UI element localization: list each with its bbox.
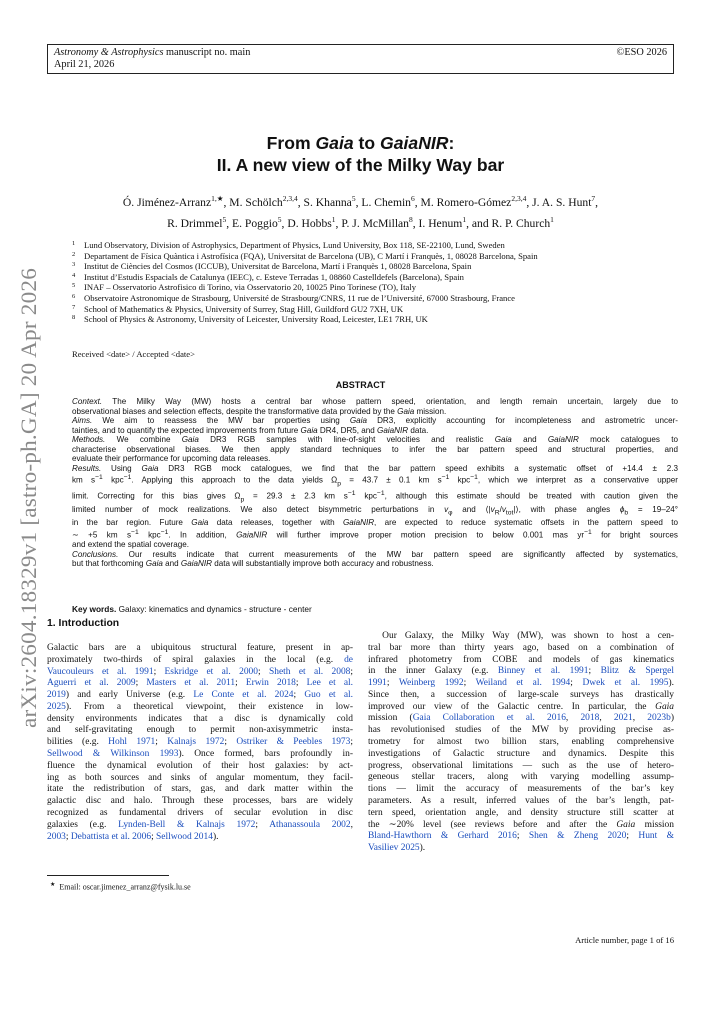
text-line: 2019) and early Universe (e.g. Le Conte et al. 2024; Guo et al. <box>47 690 353 701</box>
manuscript-header <box>47 44 674 74</box>
affiliation-text: School of Mathematics & Physics, University of Surrey, Stag Hill, Guildford GU2 7XH, UK <box>84 303 404 314</box>
text-line: infrared photometry from COBE and models of gas kinematics <box>368 654 674 665</box>
author-affiliation-mark: 7 <box>591 194 596 203</box>
author-affiliation-mark: 2,3,4 <box>282 194 298 203</box>
text-line: ing as both sources and sinks of angular momentum, they facil- <box>47 772 353 783</box>
footnote-mark: ★ <box>50 882 56 888</box>
author-affiliation-mark: 8 <box>408 214 413 224</box>
citation-link[interactable]: 2023b <box>647 713 671 724</box>
keywords-text: Galaxy: kinematics and dynamics - structure - center <box>118 604 312 614</box>
title-part: : <box>448 133 455 153</box>
text-line: 2025). From a theoretical viewpoint, their existence in low- <box>47 701 353 712</box>
citation-link[interactable]: Aguerri et al. 2009 <box>47 678 136 689</box>
citation-link[interactable]: 2021 <box>613 713 633 724</box>
intro-column-left <box>47 643 353 843</box>
affiliation-number: 5 <box>72 282 76 290</box>
paper-title-line1 <box>0 133 721 154</box>
title-gaianir: GaiaNIR <box>380 133 449 153</box>
abstract-line: in the bar region. Future Gaia data releases, together with GaiaNIR, are expected to reduce systematic offsets in the pattern speed to <box>72 518 678 528</box>
citation-link[interactable]: Athanassoula 2002 <box>269 819 351 830</box>
affiliation-number: 2 <box>72 250 76 258</box>
journal-name: Astronomy & Astrophysics <box>54 47 164 58</box>
author-name: L. Chemin <box>361 195 411 209</box>
text-line: 2003; Debattista et al. 2006; Sellwood 2014). <box>47 831 219 842</box>
abstract-body <box>72 397 678 569</box>
abstract-line: characterise observational biases. We then apply standard techniques to infer the bar pattern speed and structural properties, and <box>72 444 678 454</box>
citation-link[interactable]: Kalnajs 1972 <box>167 737 225 748</box>
text-line: Since then, a succession of large-scale surveys has drastically <box>368 689 674 700</box>
text-line: itate the redistribution of stars, gas, and dark matter within the <box>47 784 353 795</box>
affiliation-item <box>72 282 682 293</box>
text-line: improved our view of the Galactic centre. In particular, the Gaia <box>368 701 674 712</box>
header-left <box>54 47 250 71</box>
arxiv-stamp-text: arXiv:2604.18329v1 [astro-ph.GA] 20 Apr 2026 <box>16 281 41 728</box>
citation-link[interactable]: Binney et al. 1991 <box>497 666 589 677</box>
author-affiliation-mark: 5 <box>351 194 356 203</box>
citation-link[interactable]: Shen & Zheng 2020 <box>528 831 627 842</box>
keywords-label: Key words. <box>72 604 117 614</box>
citation-link[interactable]: Vasiliev 2025 <box>368 843 420 854</box>
affiliation-text: Departament de Física Quàntica i Astrofísica (FQA), Universitat de Barcelona (UB), C Martí i Franquès, 1, 08028 Barcelona, Spain <box>84 250 538 261</box>
citation-link[interactable]: de <box>344 654 353 665</box>
author-affiliation-mark: 1,★ <box>211 194 224 203</box>
text-line: Vasiliev 2025). <box>368 843 426 854</box>
author-affiliation-mark: 2,3,4 <box>511 194 527 203</box>
text-line: parameters. As a result, inferred values of the bar’s length, pat- <box>368 795 674 806</box>
abstract-line: evaluate their performance for upcoming data releases. <box>72 454 271 464</box>
citation-link[interactable]: Weiland et al. 1994 <box>475 678 571 689</box>
text-line: Bland-Hawthorn & Gerhard 2016; Shen & Zheng 2020; Hunt & <box>368 831 675 842</box>
author-name: E. Poggio <box>232 216 278 230</box>
affiliation-text: School of Physics & Astronomy, University of Leicester, University Road, Leicester, LE1 7RH, UK <box>84 314 428 325</box>
received-accepted: Received <date> / Accepted <date> <box>72 349 195 359</box>
citation-link[interactable]: Gaia Collaboration et al. 2016 <box>412 713 566 724</box>
footnote-email: Email: oscar.jimenez_arranz@fysik.lu.se <box>59 882 191 892</box>
abstract-line: limited number of mock realizations. We also detect bisymmetric perturbations in $v_\varphi$ and $⟨|v_R/v_{tot}|⟩$, with phase angles $\phi_b = 19-24^\circ$ <box>72 505 678 517</box>
abstract-line: Aims. We aim to reassess the MW bar properties using Gaia DR3, explicitly accounting for incompleteness and astrometric uncer- <box>72 416 678 426</box>
text-line: Aguerri et al. 2009; Masters et al. 2011; Erwin 2018; Lee et al. <box>47 678 354 689</box>
affiliation-item <box>72 261 682 272</box>
author-name: Ó. Jiménez-Arranz <box>122 195 212 209</box>
footnote-rule <box>47 875 169 876</box>
paper-title-line2: II. A new view of the Milky Way bar <box>216 155 505 175</box>
text-line: density environments indicates that a disc is dynamically cold <box>47 713 353 724</box>
text-line: progress, observational limitations — such as the use of hetero- <box>368 760 674 771</box>
abstract-line: Conclusions. Our results indicate that current measurements of the MW bar pattern speed are significantly affected by systematics, <box>72 549 678 559</box>
affiliation-number: 6 <box>72 292 76 300</box>
abstract-line: Methods. We combine Gaia DR3 RGB samples with line-of-sight velocities and realistic Gaia and GaiaNIR mock catalogues to <box>72 435 678 445</box>
author-name: S. Khanna <box>303 195 352 209</box>
abstract-line: Context. The Milky Way (MW) hosts a central bar whose pattern speed, orientation, and length remain uncertain, largely due to <box>72 397 678 406</box>
affiliation-text: Institut de Ciències del Cosmos (ICCUB), Universitat de Barcelona, Martí i Franquès 1, 08028 Barcelona, Spain <box>84 261 472 272</box>
citation-link[interactable]: Lynden-Bell & Kalnajs 1972 <box>118 819 256 830</box>
title-part: From <box>266 133 316 153</box>
citation-link[interactable]: Debattista et al. 2006 <box>70 831 152 842</box>
affiliation-item <box>72 251 682 262</box>
author-name: D. Hobbs <box>287 216 332 230</box>
text-line: 1991; Weinberg 1992; Weiland et al. 1994; Dwek et al. 1995). <box>368 678 674 689</box>
intro-column-right <box>368 631 674 855</box>
author-name: R. Drimmel <box>167 216 223 230</box>
author-line-2: R. Drimmel$^5$, E. Poggio$^5$, D. Hobbs$^1$, P. J. McMillan$^8$, I. Henum$^1$, and R. P. Church$^1$ <box>167 214 554 230</box>
text-line: Vaucouleurs et al. 1991; Eskridge et al. 2000; Sheth et al. 2008; <box>47 666 354 677</box>
text-line: Our Galaxy, the Milky Way (MW), was shown to host a cen- <box>368 631 674 641</box>
author-name: M. Schölch <box>229 195 283 209</box>
affiliation-number: 8 <box>72 314 76 322</box>
page-number: Article number, page 1 of 16 <box>575 935 674 945</box>
title-gaia: Gaia <box>315 133 354 153</box>
citation-link[interactable]: Lee et al. <box>306 678 354 689</box>
text-line: trometry for almost two billion stars, enabling comprehensive <box>368 737 674 748</box>
citation-link[interactable]: 2018 <box>580 713 600 724</box>
author-name: P. J. McMillan <box>341 216 409 230</box>
citation-link[interactable]: Ostriker & Peebles 1973 <box>236 737 351 748</box>
text-line: has revolutionised studies of the MW by providing precise as- <box>368 725 674 736</box>
affiliation-item <box>72 304 682 315</box>
citation-link[interactable]: Hunt & <box>638 831 675 842</box>
author-affiliation-mark: 5 <box>222 214 227 224</box>
citation-link[interactable]: Weinberg 1992 <box>398 678 464 689</box>
citation-link[interactable]: Eskridge et al. 2000 <box>164 666 258 677</box>
abstract-line: observational biases and selection effects, despite the transformative data provided by the Gaia mission. <box>72 406 447 416</box>
citation-link[interactable]: Dwek et al. 1995 <box>582 678 669 689</box>
affiliation-text: Institut d’Estudis Espacials de Catalunya (IEEC), c. Esteve Terradas 1, 08860 Castelldefels (Barcelona), Spain <box>84 271 464 282</box>
author-name: and R. P. Church <box>471 216 551 230</box>
citation-link[interactable]: 1991 <box>368 678 387 689</box>
text-line: galactic disc and halo. Through these processes, bars are widely <box>47 796 353 807</box>
author-name: J. A. S. Hunt <box>532 195 592 209</box>
text-line: proximately two-thirds of spiral galaxies in the local (e.g. de <box>47 654 353 665</box>
citation-link[interactable]: Vaucouleurs et al. 1991 <box>47 666 154 677</box>
abstract-line: but that forthcoming Gaia and GaiaNIR data will substantially improve both accuracy and robustness. <box>72 559 434 569</box>
abstract-line: and extend the spatial coverage. <box>72 540 189 549</box>
text-line: galaxies (e.g. Lynden-Bell & Kalnajs 1972; Athanassoula 2002, <box>47 819 353 830</box>
author-affiliation-mark: 1 <box>462 214 467 224</box>
text-line: the ∼20% level (see reviews before and after the Gaia mission <box>368 819 674 830</box>
abstract-line: km $s^{-1}$ kpc$^{-1}$. Applying this approach to the data yields $\Omega_p = 43.7 \pm 0.1$ km $s^{-1}$ kpc$^{-1}$, which we interpret as a conservative upper <box>72 474 678 488</box>
author-affiliation-mark: 5 <box>277 214 282 224</box>
citation-link[interactable]: Sellwood 2014 <box>156 831 213 842</box>
affiliation-number: 1 <box>72 240 76 247</box>
affiliation-text: Observatoire Astronomique de Strasbourg, Université de Strasbourg/CNRS, 11 rue de l’Université, 67000 Strasbourg, France <box>84 292 515 303</box>
affiliation-text: Lund Observatory, Division of Astrophysics, Department of Physics, Lund University, Box 118, SE-22100, Lund, Sweden <box>84 240 505 250</box>
affiliation-item <box>72 240 682 251</box>
text-line: tral bar more than thirty years ago, based on a combination of <box>368 642 674 653</box>
text-line: geneous stellar tracers, along with varying modelling assump- <box>368 772 674 783</box>
abstract-line: Results. Using Gaia DR3 RGB mock catalogues, we find that the bar pattern speed exhibits a systematic offset of +14.4 ± 2.3 <box>72 463 678 473</box>
text-line: recognized as fundamental drivers of secular evolution in disc <box>47 807 353 818</box>
author-name: I. Henum <box>418 216 463 230</box>
affiliation-item <box>72 293 682 304</box>
citation-link[interactable]: Sellwood & Wilkinson 1993 <box>47 749 179 760</box>
affiliation-number: 4 <box>72 271 76 279</box>
citation-link[interactable]: Le Conte et al. 2024 <box>193 690 294 701</box>
text-line: Galactic bars are a ubiquitous structural feature, present in ap- <box>47 643 353 653</box>
affiliation-text: INAF – Osservatorio Astrofisico di Torino, via Osservatorio 20, 10025 Pino Torinese (TO), Italy <box>84 282 417 293</box>
citation-link[interactable]: 2025 <box>47 701 66 712</box>
affiliation-item <box>72 272 682 283</box>
text-line: fluence the dynamical evolution of their host galaxies: by act- <box>47 760 353 771</box>
affiliation-number: 7 <box>72 303 76 311</box>
text-line: tern speed, orientation angle, and density structure still scatter at <box>368 807 674 818</box>
citation-link[interactable]: 2019 <box>47 690 66 701</box>
section-heading: 1. Introduction <box>47 618 120 629</box>
citation-link[interactable]: Guo et al. <box>304 690 353 701</box>
title-part: to <box>353 133 381 153</box>
author-list <box>70 190 651 232</box>
citation-link[interactable]: Hohl 1971 <box>108 737 156 748</box>
text-line: tions — limit the accuracy of measurements of the bar’s key <box>368 784 674 795</box>
affiliation-number: 3 <box>72 261 76 269</box>
citation-link[interactable]: Blitz & Spergel <box>600 666 674 677</box>
abstract-line: ∼ +5 km $s^{-1}$ kpc$^{-1}$. In addition, GaiaNIR will further improve proper motion precision to below 0.001 mas $yr^{-1}$ for bright sources <box>72 528 678 540</box>
author-affiliation-mark: 1 <box>331 214 336 224</box>
citation-link[interactable]: Masters et al. 2011 <box>146 678 236 689</box>
affiliation-item <box>72 314 682 325</box>
author-line-1: Ó. Jiménez-Arranz$^{1,★}$, M. Schölch$^{2,3,4}$, S. Khanna$^5$, L. Chemin$^6$, M. Romero-Gómez$^{2,3,4}$, J. A. S. Hunt$^7$, <box>122 194 599 209</box>
citation-link[interactable]: Sheth et al. 2008 <box>268 666 351 677</box>
manuscript-date: April 21, 2026 <box>54 59 115 70</box>
citation-link[interactable]: Erwin 2018 <box>245 678 296 689</box>
text-line: bilities (e.g. Hohl 1971; Kalnajs 1972; Ostriker & Peebles 1973; <box>47 737 353 748</box>
text-line: Sellwood & Wilkinson 1993). Once formed, bars profoundly in- <box>47 749 353 760</box>
abstract-heading: ABSTRACT <box>335 380 386 390</box>
citation-link[interactable]: 2003 <box>47 831 66 842</box>
author-name: M. Romero-Gómez <box>420 195 512 209</box>
keywords <box>72 604 312 614</box>
copyright: ©ESO 2026 <box>616 47 667 58</box>
arxiv-stamp <box>4 268 52 728</box>
text-line: investigations of Galactic structure and dynamics. Despite this <box>368 748 674 759</box>
manuscript-id: manuscript no. main <box>163 47 251 58</box>
affiliation-list <box>72 240 682 325</box>
citation-link[interactable]: Bland-Hawthorn & Gerhard 2016 <box>368 831 517 842</box>
author-affiliation-mark: 6 <box>410 194 415 203</box>
footnote <box>50 881 191 892</box>
abstract-line: limit. Correcting for this bias gives $\Omega_p = 29.3 \pm 2.3$ km $s^{-1}$ kpc$^{-1}$, although this estimate should be treated with caution given the <box>72 490 678 504</box>
author-affiliation-mark: 1 <box>550 214 554 224</box>
abstract-line: tainties, and to quantify the expected improvements from future Gaia DR4, DR5, and GaiaNIR data. <box>72 425 429 435</box>
text-line: and self-gravitating enough to permit non-axisymmetric insta- <box>47 725 353 736</box>
text-line: mission (Gaia Collaboration et al. 2016, 2018, 2021, 2023b) <box>368 713 675 724</box>
text-line: in the inner Galaxy (e.g. Binney et al. 1991; Blitz & Spergel <box>368 666 674 677</box>
